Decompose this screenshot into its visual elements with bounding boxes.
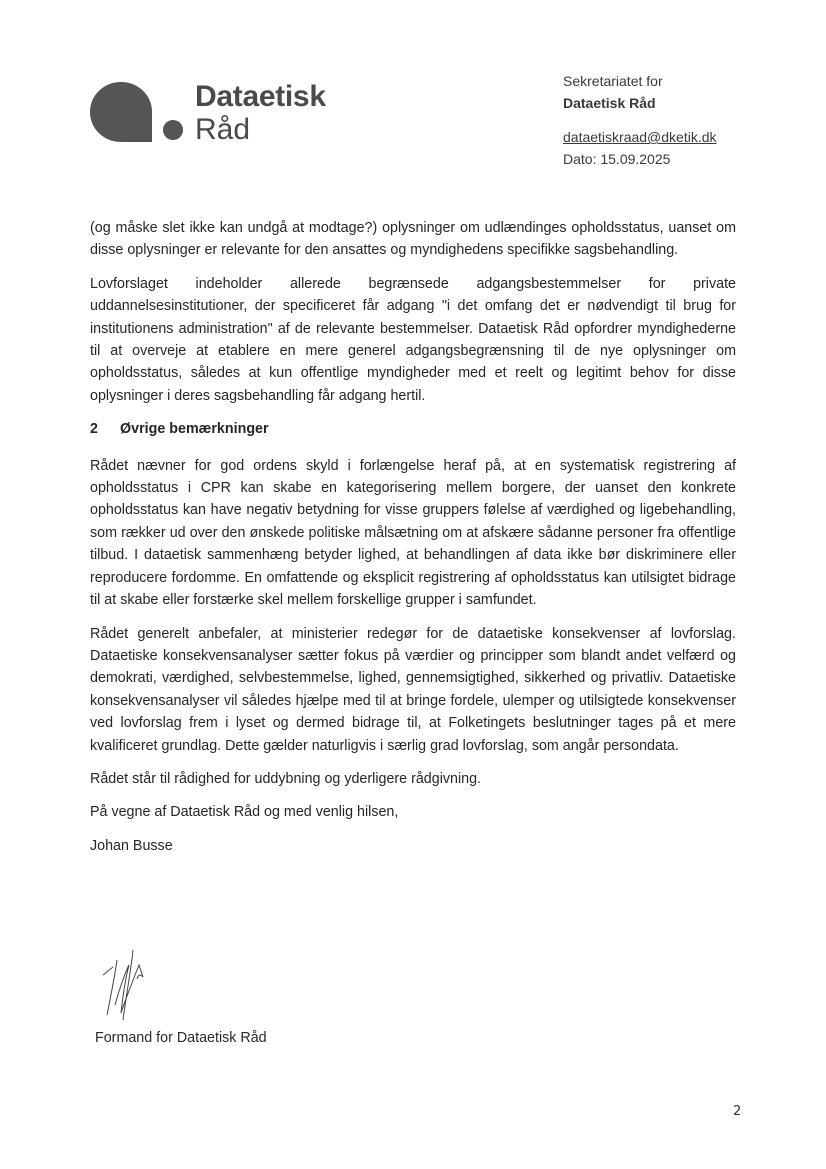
logo-subtitle: Råd bbox=[195, 113, 251, 146]
signer-name: Johan Busse bbox=[90, 837, 173, 854]
paragraph: (og måske slet ikke kan undgå at modtage?) oplysninger om udlændinges opholdsstatus, uanset om disse oplysninger er relevante for den ansattes og myndighedens specifikke sagsbehandling. bbox=[90, 220, 736, 259]
email-link[interactable]: dataetiskraad@dketik.dk bbox=[563, 129, 717, 145]
section-number: 2 bbox=[90, 421, 98, 438]
date-label: Dato: 15.09.2025 bbox=[563, 151, 671, 167]
section-heading bbox=[90, 418, 736, 440]
closing-line: På vegne af Dataetisk Råd og med venlig hilsen, bbox=[90, 804, 399, 821]
logo-dot-icon bbox=[163, 120, 183, 140]
paragraph: Rådet generelt anbefaler, at ministerier redegør for de dataetiske konsekvenser af lovforslag. Dataetiske konsekvensanalyser sætter fokus på værdier og principper som blandt andet velfærd og demokrati, værdighed, selvbestemmelse, lighed, gennemsigtighed, sikkerhed og privatliv. Dataetiske konsekvensanalyser vil således hjælpe med til at bringe fordele, ulemper og utilsigtede konsekvenser ved lovforslag frem i lyset og dermed bidrage til, at Folketingets beslutninger tages på et mere kvalificeret grundlag. Dette gælder naturligvis i særlig grad lovforslag, som angår persondata. bbox=[90, 625, 736, 754]
paragraph: Rådet står til rådighed for uddybning og yderligere rådgivning. bbox=[90, 770, 482, 787]
logo-drop-icon bbox=[90, 82, 152, 142]
sender-block bbox=[563, 70, 717, 170]
logo-title: Dataetisk bbox=[195, 80, 326, 113]
secretariat-line: Sekretariatet for bbox=[563, 73, 663, 89]
section-title: Øvrige bemærkninger bbox=[120, 421, 269, 438]
logo bbox=[90, 80, 370, 150]
organization-name: Dataetisk Råd bbox=[563, 95, 656, 111]
signature-icon bbox=[95, 945, 155, 1025]
letter-body bbox=[90, 217, 736, 868]
page-number: 2 bbox=[733, 1104, 742, 1119]
signer-title: Formand for Dataetisk Råd bbox=[95, 1030, 267, 1046]
paragraph: Lovforslaget indeholder allerede begrænsede adgangsbestemmelser for private uddannelsesinstitutioner, der specificeret får adgang "i det omfang det er nødvendigt til brug for institutionens administration" af de relevante bestemmelser. Dataetisk Råd opfordrer myndighederne til at overveje at etablere en mere generel adgangsbegrænsning til de nye oplysninger om opholdsstatus, således at kun offentlige myndigheder med et reelt og legitimt behov for disse oplysninger i deres sagsbehandling får adgang hertil. bbox=[90, 275, 736, 404]
paragraph: Rådet nævner for god ordens skyld i forlængelse heraf på, at en systematisk registrering af opholdsstatus i CPR kan skabe en kategorisering mellem borgere, der uanset den konkrete opholdsstatus kan have negativ betydning for visse gruppers følelse af værdighed og ligebehandling, som rækker ud over den ønskede politiske målsætning om at afskære sådanne personer fra offentlige tilbud. I dataetisk sammenhæng betyder lighed, at behandlingen af data ikke bør diskriminere eller reproducere fordomme. En omfattende og eksplicit registrering af opholdsstatus kan utilsigtet bidrage til at skabe eller forstærke skel mellem forskellige grupper i samfundet. bbox=[90, 457, 736, 609]
